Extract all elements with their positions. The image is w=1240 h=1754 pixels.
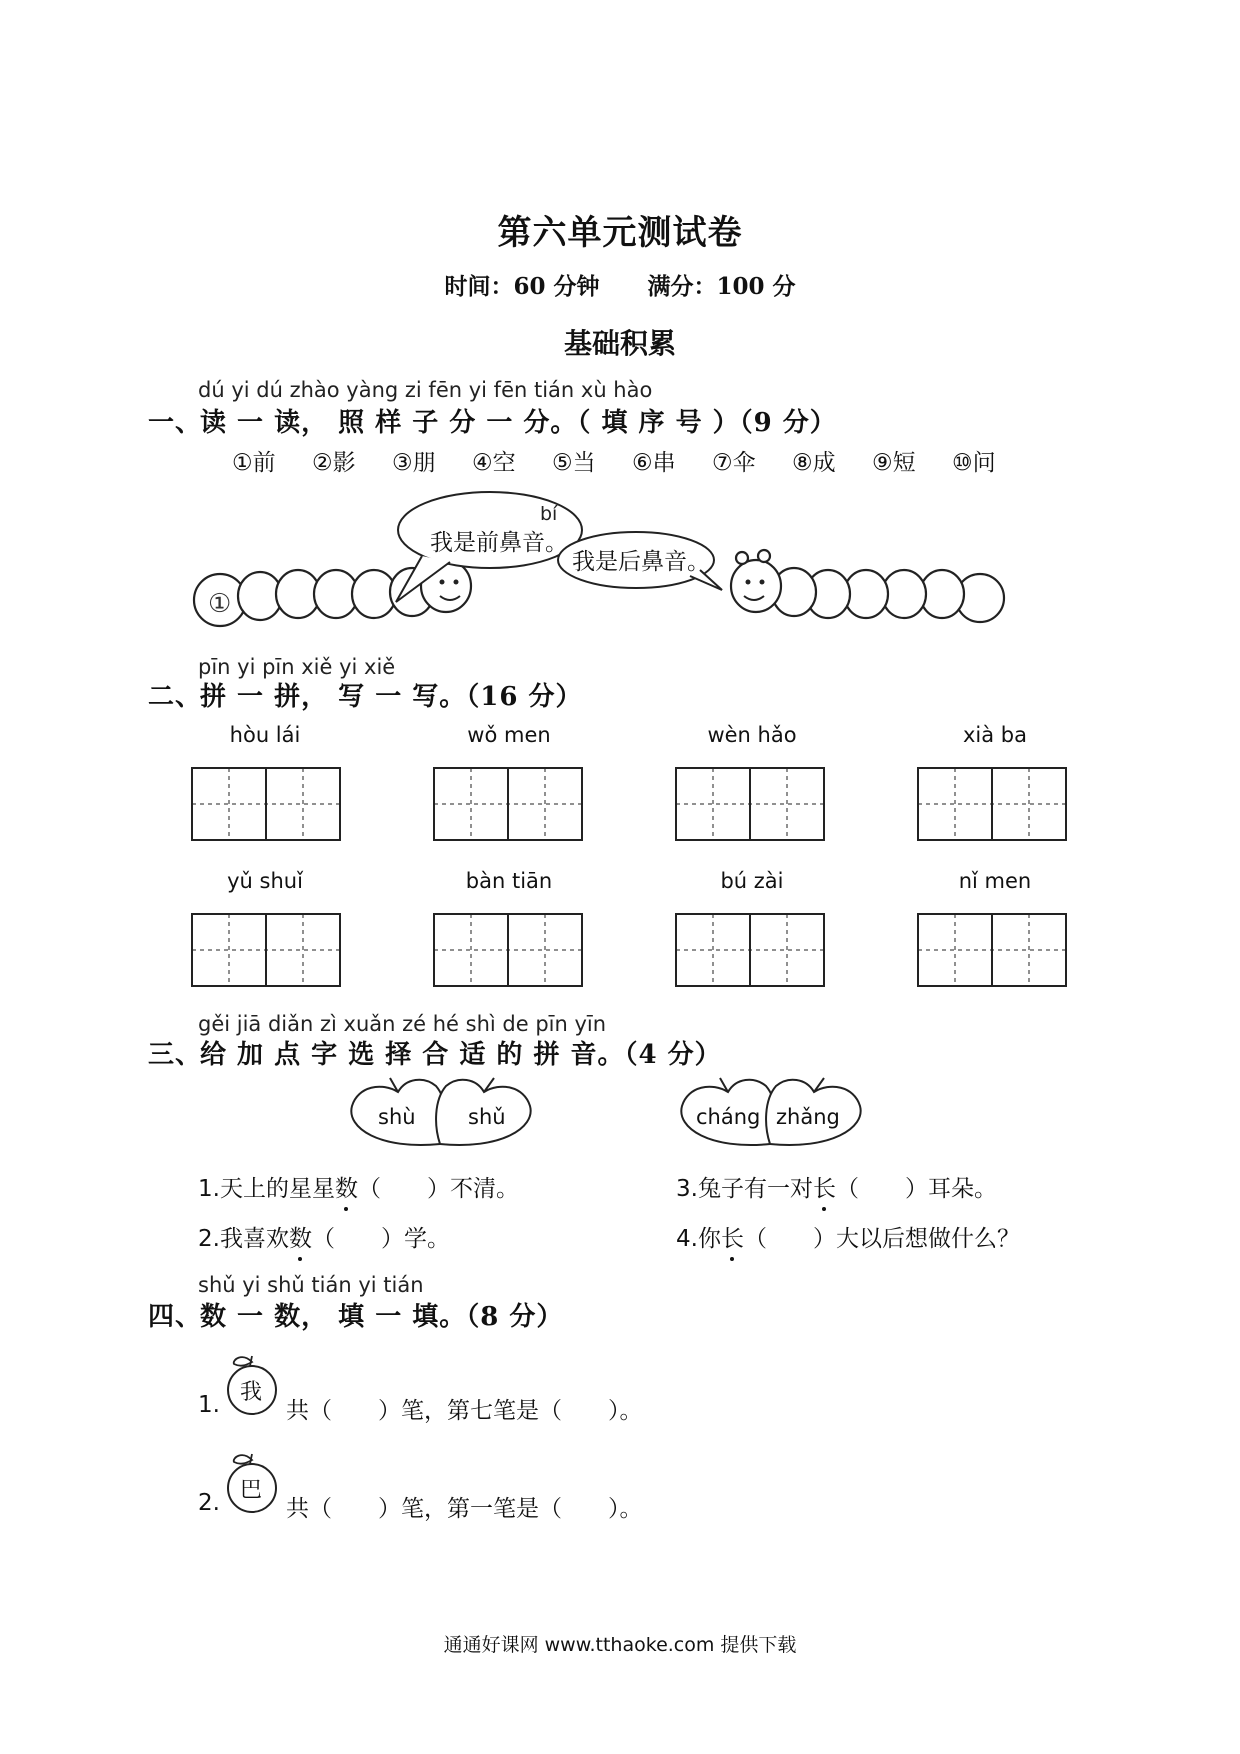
q4-pinyin: shǔ yi shǔ tián yi tián	[198, 1273, 424, 1297]
apple-char: 巴	[240, 1478, 263, 1503]
word-pinyin: xià ba	[962, 723, 1027, 747]
leaf-pinyin: cháng	[696, 1105, 761, 1129]
sentence-3	[676, 1170, 997, 1203]
option-item: ⑩问	[952, 450, 996, 476]
page-title: 第六单元测试卷	[497, 213, 743, 253]
q4-item-2-number: 2.	[198, 1490, 220, 1516]
option-item: ①前	[232, 450, 276, 476]
writing-box[interactable]	[192, 914, 340, 986]
sentence-text: 4.你	[676, 1226, 721, 1252]
sentence-2	[198, 1220, 450, 1253]
q1-pinyin: dú yi dú zhào yàng zi fēn yi fēn tián xù hào	[198, 378, 653, 402]
writing-box[interactable]	[676, 914, 824, 986]
writing-box[interactable]	[192, 768, 340, 840]
footer-source: 通通好课网 www.tthaoke.com 提供下载	[443, 1634, 797, 1656]
dotted-char: 数	[334, 1176, 358, 1202]
option-item: ②影	[312, 450, 356, 476]
caterpillar-mark: ①	[208, 589, 232, 619]
q3-heading	[148, 1034, 722, 1071]
writing-box[interactable]	[434, 768, 582, 840]
word-pinyin: wèn hǎo	[707, 723, 797, 747]
q3-instruction: 给 加 点 字 选 择 合 适 的 拼 音。（4 分）	[200, 1040, 722, 1070]
sentence-text: 3.兔子有一对	[676, 1176, 813, 1202]
writing-box[interactable]	[434, 914, 582, 986]
dotted-char: 数	[288, 1226, 312, 1252]
apple-char-icon	[224, 1446, 280, 1516]
word-pinyin: wǒ men	[467, 723, 551, 747]
leaf-pinyin: shù	[378, 1105, 416, 1129]
full-score: 满分：100 分	[647, 273, 796, 300]
apple-char: 我	[240, 1380, 263, 1405]
q1-number: 一、	[148, 408, 203, 438]
sentence-text: （ ）大以后想做什么？	[743, 1226, 1020, 1252]
q3-number: 三、	[148, 1040, 203, 1070]
writing-box[interactable]	[918, 914, 1066, 986]
option-item: ⑤当	[552, 450, 596, 476]
option-item: ⑨短	[872, 450, 916, 476]
sentence-text: 1.天上的星星	[198, 1176, 335, 1202]
word-pinyin: hòu lái	[229, 723, 301, 747]
q3-pinyin: gěi jiā diǎn zì xuǎn zé hé shì de pīn yīn	[198, 1012, 607, 1036]
sentence-text: （ ）不清。	[357, 1176, 519, 1202]
dotted-char: 长	[812, 1176, 836, 1202]
q2-instruction: 拼 一 拼， 写 一 写。（16 分）	[200, 682, 583, 712]
writing-box[interactable]	[918, 768, 1066, 840]
dotted-char: 长	[720, 1226, 744, 1252]
option-item: ④空	[472, 450, 516, 476]
option-item: ⑧成	[792, 450, 836, 476]
sentence-4	[676, 1220, 1020, 1253]
sentence-text: （ ）耳朵。	[835, 1176, 997, 1202]
option-item: ⑦伞	[712, 450, 756, 476]
option-item: ③朋	[392, 450, 436, 476]
word-pinyin: bàn tiān	[465, 869, 553, 893]
q2-number: 二、	[148, 682, 203, 712]
sentence-text: （ ）学。	[311, 1226, 450, 1252]
sentence-text: 2.我喜欢	[198, 1226, 289, 1252]
section-subtitle: 基础积累	[563, 327, 676, 360]
q4-number: 四、	[148, 1302, 203, 1332]
bubble-pinyin: bí	[540, 503, 558, 525]
option-item: ⑥串	[632, 450, 676, 476]
q4-item-2-text: 共（ ）笔，第一笔是（ ）。	[286, 1496, 643, 1522]
writing-box[interactable]	[676, 768, 824, 840]
sentence-1	[198, 1170, 519, 1203]
leaf-pinyin: shǔ	[468, 1105, 506, 1129]
q4-heading	[148, 1296, 563, 1333]
bubble-back-text: 我是后鼻音。	[572, 549, 710, 575]
q1-instruction: 读 一 读， 照 样 子 分 一 分。（ 填 序 号 ）（9 分）	[200, 408, 837, 438]
bubble-front-text: 我是前鼻音。	[430, 530, 568, 556]
apple-char-icon	[224, 1348, 280, 1418]
word-pinyin: bú zài	[720, 869, 784, 893]
word-pinyin: nǐ men	[958, 869, 1032, 893]
word-pinyin: yǔ shuǐ	[227, 869, 303, 893]
q2-pinyin: pīn yi pīn xiě yi xiě	[198, 655, 396, 679]
q4-item-1-text: 共（ ）笔，第七笔是（ ）。	[286, 1398, 643, 1424]
q4-instruction: 数 一 数， 填 一 填。（8 分）	[200, 1302, 564, 1332]
leaf-options	[340, 1072, 960, 1152]
time-limit: 时间：60 分钟	[444, 273, 600, 300]
q4-item-1-number: 1.	[198, 1392, 220, 1418]
leaf-pinyin: zhǎng	[776, 1105, 840, 1129]
